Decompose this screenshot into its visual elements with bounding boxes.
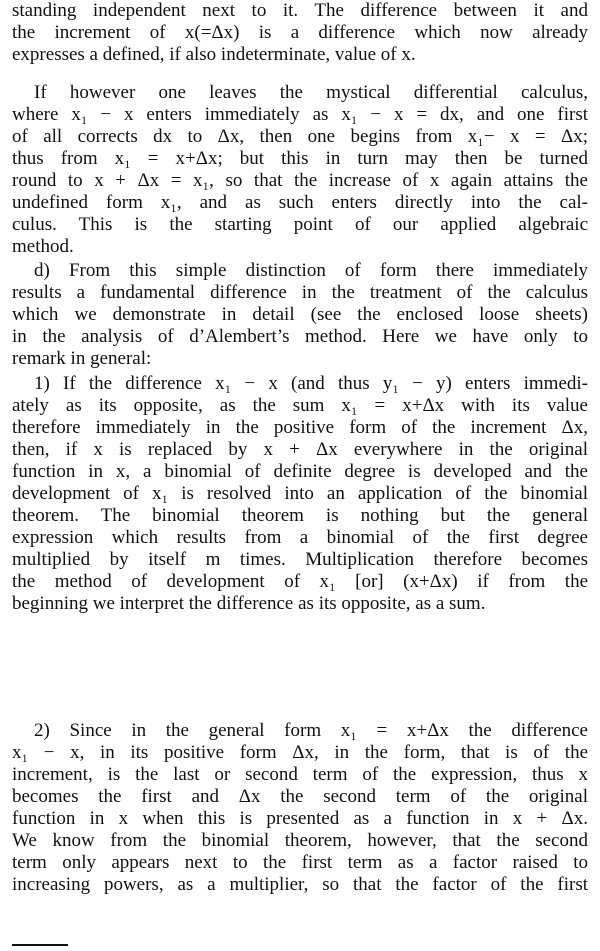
text-line: multiplied by itself m times. Multiplication therefore becomes [12,549,588,570]
text-line: becomes the first and Δx the second term of the original [12,786,588,807]
text-line: expression which results from a binomial of the first degree [12,527,588,548]
footnote-rule [12,944,68,946]
text-line: remark in general: [12,348,152,369]
text-line: We know from the binomial theorem, however, that the second [12,830,588,851]
text-line: development of x₁ is resolved into an application of the binomial [12,483,588,504]
text-line: the method of development of x₁ [or] (x+Δx) if from the [12,571,588,592]
text-line: function in x, a binomial of definite degree is developed and the [12,461,588,482]
text-line: function in x when this is presented as a function in x + Δx. [12,808,588,829]
text-line: ately as its opposite, as the sum x₁ = x+Δx with its value [12,395,588,416]
text-line: d) From this simple distinction of form there immediately [34,260,588,281]
text-line: increment, is the last or second term of the expression, thus x [12,764,588,785]
text-line: where x₁ − x enters immediately as x₁ − x = dx, and one first [12,104,588,125]
text-line: results a fundamental difference in the treatment of the calculus [12,282,588,303]
text-line: theorem. The binomial theorem is nothing but the general [12,505,588,526]
text-line: term only appears next to the first term as a factor raised to [12,852,588,873]
text-line: then, if x is replaced by x + Δx everywhere in the original [12,439,588,460]
text-line: If however one leaves the mystical differential calculus, [34,82,588,103]
text-line: 2) Since in the general form x₁ = x+Δx the difference [34,720,588,741]
text-line: undefined form x₁, and as such enters directly into the cal- [12,192,588,213]
text-line: method. [12,236,74,257]
text-line: expresses a defined, if also indeterminate, value of x. [12,44,416,65]
text-line: which we demonstrate in detail (see the enclosed loose sheets) [12,304,588,325]
text-line: 1) If the difference x₁ − x (and thus y₁ − y) enters immedi- [34,373,588,394]
text-line: culus. This is the starting point of our applied algebraic [12,214,588,235]
text-line: standing independent next to it. The difference between it and [12,0,588,21]
text-line: in the analysis of d’Alembert’s method. Here we have only to [12,326,588,347]
text-line: of all corrects dx to Δx, then one begins from x₁− x = Δx; [12,126,588,147]
text-line: increasing powers, as a multiplier, so that the factor of the first [12,874,588,895]
text-line: the increment of x(=Δx) is a difference which now already [12,22,588,43]
text-line: thus from x₁ = x+Δx; but this in turn may then be turned [12,148,588,169]
text-line: beginning we interpret the difference as its opposite, as a sum. [12,593,486,614]
text-line: therefore immediately in the positive form of the increment Δx, [12,417,588,438]
text-line: round to x + Δx = x₁, so that the increase of x again attains the [12,170,588,191]
text-line: x₁ − x, in its positive form Δx, in the form, that is of the [12,742,588,763]
